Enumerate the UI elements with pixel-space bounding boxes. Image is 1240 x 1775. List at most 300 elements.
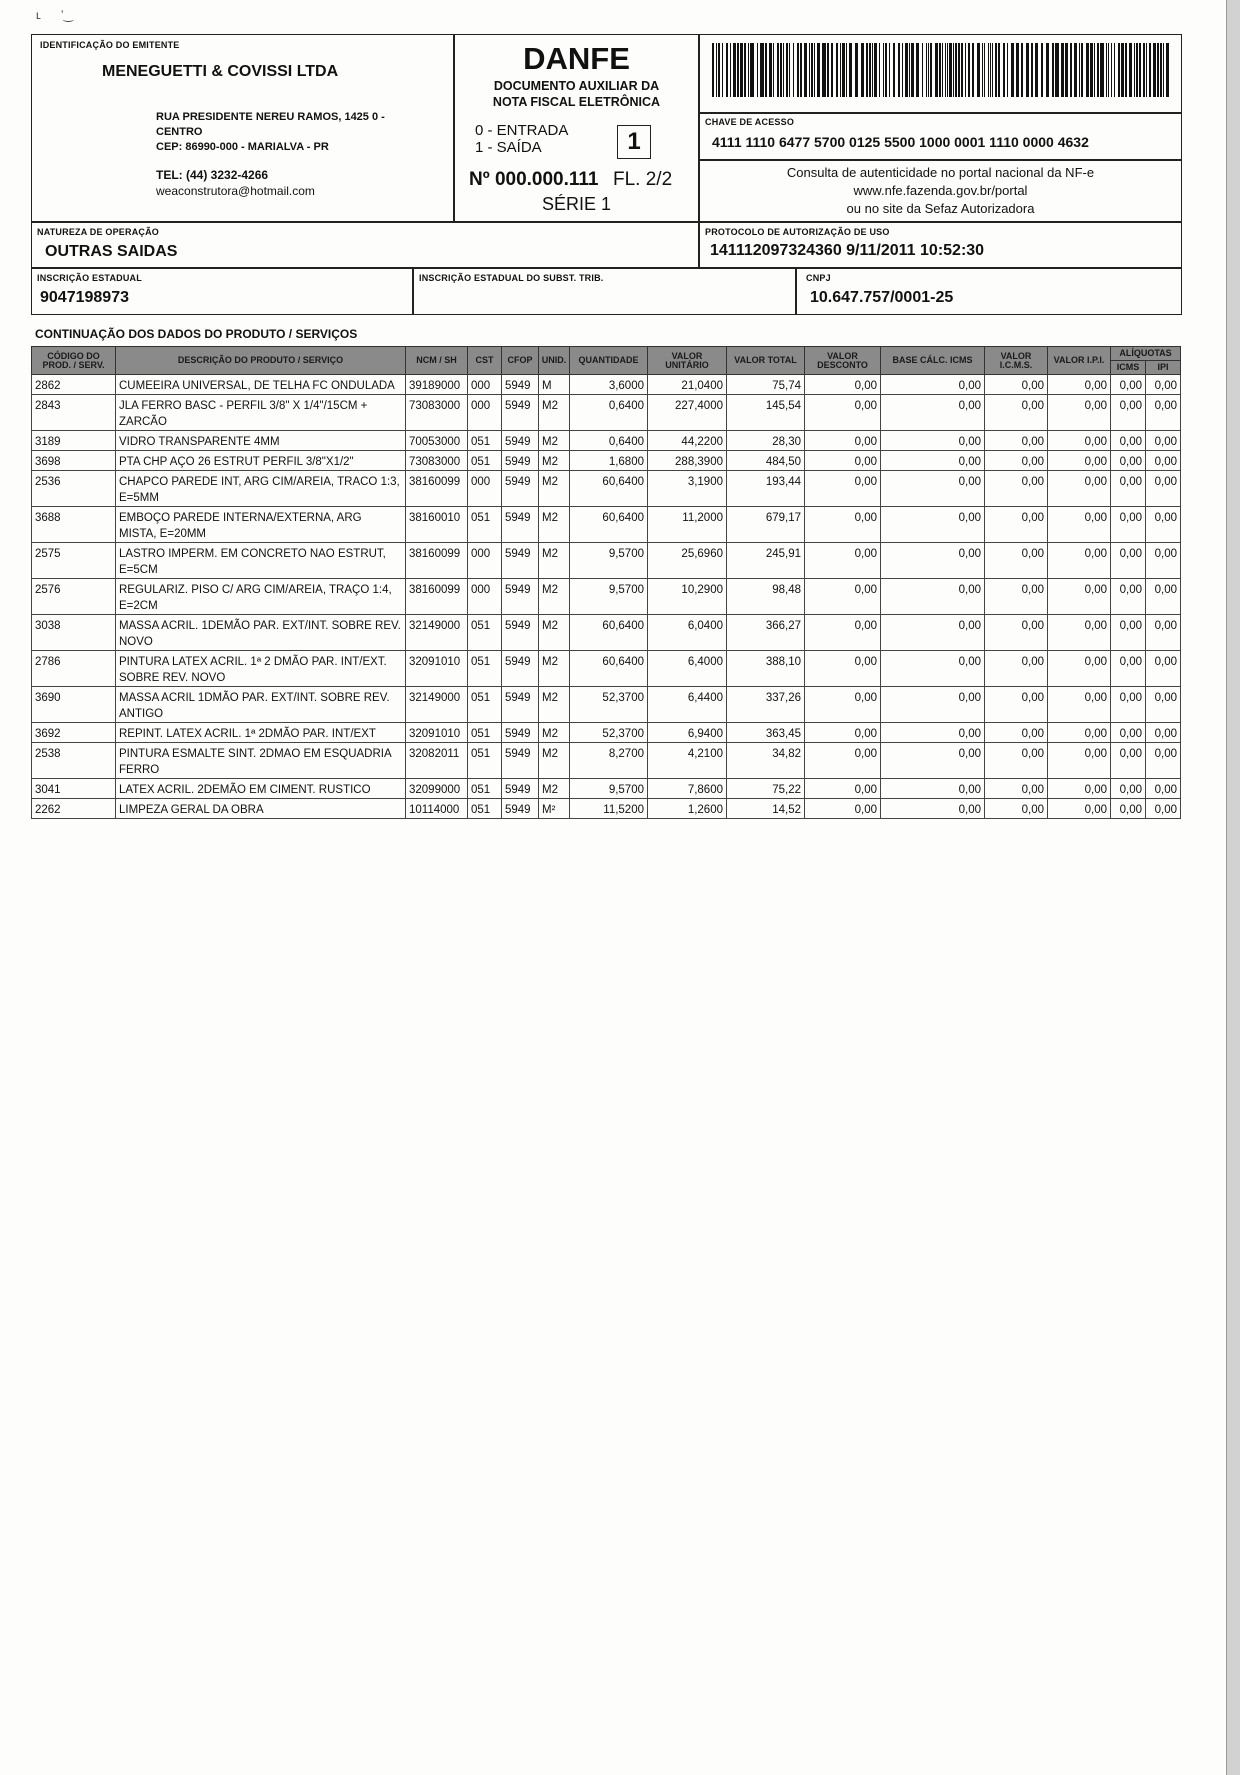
natureza-box <box>31 222 699 268</box>
items-header-row <box>32 347 1181 361</box>
item-codigo: 2862 <box>32 375 116 395</box>
barcode-bar <box>1134 43 1135 97</box>
item-valor-total: 75,74 <box>727 375 805 395</box>
item-base-icms: 0,00 <box>881 799 985 819</box>
item-cst: 000 <box>468 471 502 507</box>
protocolo-value: 141112097324360 9/11/2011 10:52:30 <box>710 242 985 259</box>
barcode-bar <box>922 43 923 97</box>
barcode-bar <box>1125 43 1127 97</box>
barcode-bar <box>814 43 815 97</box>
item-quantidade: 60,6400 <box>570 651 648 687</box>
item-descricao: PTA CHP AÇO 26 ESTRUT PERFIL 3/8"X1/2" <box>116 451 406 471</box>
item-cfop: 5949 <box>502 579 539 615</box>
items-table <box>31 346 1181 819</box>
col-valor-unitario: VALOR UNITÁRIO <box>648 347 727 375</box>
barcode-bar <box>866 43 868 97</box>
item-valor-total: 245,91 <box>727 543 805 579</box>
barcode-bar <box>760 43 764 97</box>
item-valor-total: 679,17 <box>727 507 805 543</box>
item-unid: M2 <box>539 615 570 651</box>
chave-box <box>699 113 1182 160</box>
col-valor-icms: VALOR I.C.M.S. <box>985 347 1048 375</box>
barcode-bar <box>1106 43 1107 97</box>
barcode-bar <box>726 43 728 97</box>
item-descricao: LIMPEZA GERAL DA OBRA <box>116 799 406 819</box>
barcode-bar <box>990 43 991 97</box>
barcode-bar <box>930 43 932 97</box>
table-row <box>32 431 1181 451</box>
item-valor-icms: 0,00 <box>985 579 1048 615</box>
item-valor-ipi: 0,00 <box>1048 431 1111 451</box>
item-aliq-ipi: 0,00 <box>1146 579 1181 615</box>
item-valor-ipi: 0,00 <box>1048 579 1111 615</box>
item-valor-ipi: 0,00 <box>1048 543 1111 579</box>
item-descricao: VIDRO TRANSPARENTE 4MM <box>116 431 406 451</box>
item-ncm: 38160010 <box>406 507 468 543</box>
item-ncm: 39189000 <box>406 375 468 395</box>
item-base-icms: 0,00 <box>881 779 985 799</box>
item-codigo: 2538 <box>32 743 116 779</box>
barcode-bar <box>1166 43 1169 97</box>
item-valor-icms: 0,00 <box>985 395 1048 431</box>
item-base-icms: 0,00 <box>881 615 985 651</box>
barcode-bar <box>817 43 820 97</box>
danfe-subtitle-line2: NOTA FISCAL ELETRÔNICA <box>492 95 661 109</box>
item-valor-total: 75,22 <box>727 779 805 799</box>
item-quantidade: 3,6000 <box>570 375 648 395</box>
barcode-bar <box>992 43 993 97</box>
ie-label: INSCRIÇÃO ESTADUAL <box>37 273 142 283</box>
item-valor-unitario: 11,2000 <box>648 507 727 543</box>
barcode-bar <box>1011 43 1014 97</box>
barcode-bar <box>849 43 852 97</box>
barcode-bar <box>793 43 794 97</box>
barcode-bar <box>965 43 966 97</box>
emitente-address-line2: CENTRO <box>156 126 203 138</box>
item-valor-unitario: 25,6960 <box>648 543 727 579</box>
item-aliq-ipi: 0,00 <box>1146 615 1181 651</box>
barcode-bar <box>1153 43 1156 97</box>
item-cfop: 5949 <box>502 507 539 543</box>
item-ncm: 10114000 <box>406 799 468 819</box>
barcode-bar <box>977 43 980 97</box>
barcode-bar <box>718 43 720 97</box>
barcode-bar <box>1074 43 1077 97</box>
barcode-bar <box>1100 43 1104 97</box>
item-valor-desconto: 0,00 <box>805 615 881 651</box>
item-valor-ipi: 0,00 <box>1048 779 1111 799</box>
danfe-tipo: 1 <box>617 125 651 159</box>
item-base-icms: 0,00 <box>881 687 985 723</box>
item-valor-desconto: 0,00 <box>805 651 881 687</box>
item-valor-icms: 0,00 <box>985 651 1048 687</box>
item-base-icms: 0,00 <box>881 471 985 507</box>
item-ncm: 32149000 <box>406 615 468 651</box>
item-quantidade: 8,2700 <box>570 743 648 779</box>
item-base-icms: 0,00 <box>881 431 985 451</box>
item-quantidade: 9,5700 <box>570 543 648 579</box>
barcode-bar <box>885 43 887 97</box>
item-codigo: 2786 <box>32 651 116 687</box>
barcode-bar <box>809 43 810 97</box>
item-cst: 051 <box>468 451 502 471</box>
item-quantidade: 11,5200 <box>570 799 648 819</box>
natureza-label: NATUREZA DE OPERAÇÃO <box>37 227 160 237</box>
table-row <box>32 615 1181 651</box>
col-aliq-ipi: IPI <box>1146 361 1181 375</box>
barcode-bar <box>1129 43 1132 97</box>
item-ncm: 32149000 <box>406 687 468 723</box>
item-cst: 051 <box>468 799 502 819</box>
item-cfop: 5949 <box>502 431 539 451</box>
barcode-bar <box>737 43 739 97</box>
item-valor-desconto: 0,00 <box>805 543 881 579</box>
barcode-bar <box>1079 43 1080 97</box>
col-valor-ipi: VALOR I.P.I. <box>1048 347 1111 375</box>
table-row <box>32 375 1181 395</box>
item-base-icms: 0,00 <box>881 723 985 743</box>
col-valor-desconto: VALOR DESCONTO <box>805 347 881 375</box>
item-ncm: 38160099 <box>406 471 468 507</box>
item-valor-unitario: 227,4000 <box>648 395 727 431</box>
item-ncm: 38160099 <box>406 579 468 615</box>
item-codigo: 3690 <box>32 687 116 723</box>
item-valor-ipi: 0,00 <box>1048 651 1111 687</box>
item-valor-unitario: 1,2600 <box>648 799 727 819</box>
emitente-phone: TEL: (44) 3232-4266 <box>156 168 269 182</box>
item-unid: M2 <box>539 507 570 543</box>
item-codigo: 3688 <box>32 507 116 543</box>
table-row <box>32 471 1181 507</box>
item-cfop: 5949 <box>502 543 539 579</box>
item-ncm: 32082011 <box>406 743 468 779</box>
barcode-bar <box>1118 43 1120 97</box>
cnpj-box <box>796 268 1182 315</box>
item-valor-ipi: 0,00 <box>1048 615 1111 651</box>
item-quantidade: 0,6400 <box>570 431 648 451</box>
item-valor-unitario: 6,4400 <box>648 687 727 723</box>
danfe-numero: Nº 000.000.111 <box>469 169 599 190</box>
item-valor-ipi: 0,00 <box>1048 687 1111 723</box>
barcode-bar <box>1094 43 1095 97</box>
item-cfop: 5949 <box>502 779 539 799</box>
item-valor-icms: 0,00 <box>985 471 1048 507</box>
item-base-icms: 0,00 <box>881 743 985 779</box>
item-descricao: LASTRO IMPERM. EM CONCRETO NAO ESTRUT, E=5CM <box>116 543 406 579</box>
barcode-bar <box>789 43 790 97</box>
barcode-bar <box>935 43 938 97</box>
table-row <box>32 395 1181 431</box>
item-unid: M2 <box>539 743 570 779</box>
item-aliq-icms: 0,00 <box>1111 799 1146 819</box>
table-row <box>32 507 1181 543</box>
item-aliq-ipi: 0,00 <box>1146 543 1181 579</box>
item-aliq-ipi: 0,00 <box>1146 743 1181 779</box>
item-descricao: PINTURA ESMALTE SINT. 2DMAO EM ESQUADRIA FERRO <box>116 743 406 779</box>
barcode-bar <box>1114 43 1115 97</box>
col-valor-total: VALOR TOTAL <box>727 347 805 375</box>
barcode-bar <box>883 43 884 97</box>
item-aliq-icms: 0,00 <box>1111 451 1146 471</box>
item-base-icms: 0,00 <box>881 543 985 579</box>
barcode-bar <box>1149 43 1151 97</box>
cnpj-label: CNPJ <box>806 273 831 283</box>
barcode-bar <box>1143 43 1145 97</box>
item-base-icms: 0,00 <box>881 451 985 471</box>
barcode-bar <box>1026 43 1029 97</box>
item-codigo: 2575 <box>32 543 116 579</box>
ie-value: 9047198973 <box>40 289 129 306</box>
barcode-bar <box>769 43 772 97</box>
item-codigo: 3698 <box>32 451 116 471</box>
item-cst: 000 <box>468 543 502 579</box>
item-quantidade: 1,6800 <box>570 451 648 471</box>
col-aliquotas: ALÍQUOTAS <box>1111 347 1181 361</box>
item-cfop: 5949 <box>502 743 539 779</box>
item-valor-total: 28,30 <box>727 431 805 451</box>
item-valor-desconto: 0,00 <box>805 395 881 431</box>
barcode-bar <box>831 43 833 97</box>
barcode-bar <box>1041 43 1043 97</box>
barcode-bar <box>874 43 877 97</box>
item-unid: M2 <box>539 579 570 615</box>
barcode-bar <box>836 43 838 97</box>
barcode-bar <box>1007 43 1008 97</box>
item-aliq-icms: 0,00 <box>1111 687 1146 723</box>
item-valor-total: 98,48 <box>727 579 805 615</box>
item-descricao: REPINT. LATEX ACRIL. 1ª 2DMÃO PAR. INT/EXT <box>116 723 406 743</box>
barcode-bar <box>939 43 941 97</box>
item-valor-icms: 0,00 <box>985 451 1048 471</box>
item-quantidade: 60,6400 <box>570 471 648 507</box>
item-aliq-icms: 0,00 <box>1111 431 1146 451</box>
barcode-bar <box>1157 43 1159 97</box>
item-unid: M2 <box>539 723 570 743</box>
item-valor-icms: 0,00 <box>985 779 1048 799</box>
item-cfop: 5949 <box>502 451 539 471</box>
barcode-bar <box>889 43 890 97</box>
item-cfop: 5949 <box>502 615 539 651</box>
item-valor-icms: 0,00 <box>985 375 1048 395</box>
barcode-bar <box>1061 43 1064 97</box>
item-unid: M2 <box>539 779 570 799</box>
item-valor-unitario: 7,8600 <box>648 779 727 799</box>
table-row <box>32 779 1181 799</box>
barcode-bar <box>1163 43 1164 97</box>
item-aliq-ipi: 0,00 <box>1146 687 1181 723</box>
barcode-box <box>699 34 1182 113</box>
barcode-bar <box>1160 43 1162 97</box>
barcode-bar <box>902 43 903 97</box>
barcode-bar <box>1003 43 1005 97</box>
item-valor-desconto: 0,00 <box>805 743 881 779</box>
item-cst: 051 <box>468 431 502 451</box>
col-unid: UNID. <box>539 347 570 375</box>
barcode-bar <box>995 43 997 97</box>
item-aliq-icms: 0,00 <box>1111 651 1146 687</box>
table-row <box>32 723 1181 743</box>
barcode-bar <box>780 43 782 97</box>
item-valor-unitario: 3,1900 <box>648 471 727 507</box>
item-valor-icms: 0,00 <box>985 543 1048 579</box>
emitente-address-line1: RUA PRESIDENTE NEREU RAMOS, 1425 0 - <box>156 111 385 123</box>
barcode-bar <box>842 43 845 97</box>
barcode-bar <box>911 43 914 97</box>
ie-st-label: INSCRIÇÃO ESTADUAL DO SUBST. TRIB. <box>419 273 604 283</box>
item-codigo: 3692 <box>32 723 116 743</box>
barcode-bar <box>998 43 1000 97</box>
item-ncm: 73083000 <box>406 395 468 431</box>
item-valor-desconto: 0,00 <box>805 799 881 819</box>
barcode-bar <box>750 43 754 97</box>
cnpj-value: 10.647.757/0001-25 <box>810 289 954 306</box>
item-aliq-icms: 0,00 <box>1111 779 1146 799</box>
emitente-label: IDENTIFICAÇÃO DO EMITENTE <box>40 40 180 50</box>
item-base-icms: 0,00 <box>881 507 985 543</box>
table-row <box>32 799 1181 819</box>
barcode-bar <box>861 43 864 97</box>
barcode-bar <box>1046 43 1049 97</box>
item-unid: M² <box>539 799 570 819</box>
danfe-folha: FL. 2/2 <box>613 169 673 190</box>
barcode-bar <box>988 43 989 97</box>
item-valor-total: 193,44 <box>727 471 805 507</box>
barcode-bar <box>1139 43 1141 97</box>
col-cst: CST <box>468 347 502 375</box>
danfe-saida: 1 - SAÍDA <box>475 139 542 156</box>
barcode-bar <box>869 43 871 97</box>
item-base-icms: 0,00 <box>881 375 985 395</box>
barcode-bar <box>1097 43 1099 97</box>
barcode-bar <box>846 43 847 97</box>
table-row <box>32 687 1181 723</box>
consulta-box <box>699 160 1182 222</box>
barcode-bar <box>765 43 767 97</box>
item-cfop: 5949 <box>502 799 539 819</box>
barcode-bar <box>1035 43 1038 97</box>
item-valor-desconto: 0,00 <box>805 687 881 723</box>
barcode-bar <box>953 43 954 97</box>
barcode-bar <box>1108 43 1109 97</box>
barcode-bar <box>926 43 927 97</box>
item-valor-unitario: 288,3900 <box>648 451 727 471</box>
natureza-value: OUTRAS SAIDAS <box>45 243 178 260</box>
ie-st-box <box>413 268 796 315</box>
item-aliq-icms: 0,00 <box>1111 507 1146 543</box>
item-ncm: 32099000 <box>406 779 468 799</box>
item-aliq-ipi: 0,00 <box>1146 651 1181 687</box>
item-aliq-ipi: 0,00 <box>1146 799 1181 819</box>
barcode-bar <box>1070 43 1072 97</box>
barcode-bar <box>942 43 943 97</box>
item-codigo: 3038 <box>32 615 116 651</box>
item-codigo: 2262 <box>32 799 116 819</box>
barcode-bar <box>730 43 731 97</box>
item-quantidade: 9,5700 <box>570 579 648 615</box>
barcode-image <box>712 43 1171 97</box>
item-aliq-icms: 0,00 <box>1111 743 1146 779</box>
item-aliq-ipi: 0,00 <box>1146 723 1181 743</box>
col-ncm: NCM / SH <box>406 347 468 375</box>
item-base-icms: 0,00 <box>881 395 985 431</box>
barcode-bar <box>733 43 736 97</box>
item-ncm: 32091010 <box>406 723 468 743</box>
col-base-icms: BASE CÁLC. ICMS <box>881 347 985 375</box>
item-quantidade: 52,3700 <box>570 723 648 743</box>
item-cfop: 5949 <box>502 395 539 431</box>
item-unid: M2 <box>539 431 570 451</box>
item-valor-desconto: 0,00 <box>805 431 881 451</box>
item-aliq-icms: 0,00 <box>1111 723 1146 743</box>
item-descricao: EMBOÇO PAREDE INTERNA/EXTERNA, ARG MISTA, E=20MM <box>116 507 406 543</box>
barcode-bar <box>740 43 743 97</box>
item-codigo: 3041 <box>32 779 116 799</box>
item-valor-desconto: 0,00 <box>805 451 881 471</box>
item-aliq-ipi: 0,00 <box>1146 395 1181 431</box>
item-descricao: MASSA ACRIL. 1DEMÃO PAR. EXT/INT. SOBRE REV. NOVO <box>116 615 406 651</box>
barcode-bar <box>1065 43 1068 97</box>
danfe-serie: SÉRIE 1 <box>541 194 612 214</box>
item-quantidade: 52,3700 <box>570 687 648 723</box>
table-row <box>32 579 1181 615</box>
item-valor-unitario: 6,4000 <box>648 651 727 687</box>
item-codigo: 2576 <box>32 579 116 615</box>
emitente-name: MENEGUETTI & COVISSI LTDA <box>102 63 339 80</box>
barcode-bar <box>872 43 873 97</box>
chave-label: CHAVE DE ACESSO <box>705 117 795 127</box>
items-body <box>32 375 1181 819</box>
danfe-title: DANFE <box>523 41 630 76</box>
item-descricao: CHAPCO PAREDE INT, ARG CIM/AREIA, TRACO 1:3, E=5MM <box>116 471 406 507</box>
item-cst: 051 <box>468 507 502 543</box>
consulta-url: www.nfe.fazenda.gov.br/portal <box>853 183 1028 198</box>
item-unid: M2 <box>539 451 570 471</box>
table-row <box>32 451 1181 471</box>
barcode-bar <box>748 43 749 97</box>
item-valor-total: 366,27 <box>727 615 805 651</box>
emitente-box <box>31 34 454 222</box>
item-valor-total: 145,54 <box>727 395 805 431</box>
danfe-entrada: 0 - ENTRADA <box>475 122 569 139</box>
barcode-bar <box>1021 43 1023 97</box>
barcode-bar <box>968 43 970 97</box>
barcode-bar <box>898 43 900 97</box>
barcode-bar <box>1055 43 1059 97</box>
barcode-bar <box>744 43 746 97</box>
item-cfop: 5949 <box>502 471 539 507</box>
protocolo-box <box>699 222 1182 268</box>
barcode-bar <box>786 43 788 97</box>
item-valor-unitario: 6,0400 <box>648 615 727 651</box>
item-codigo: 3189 <box>32 431 116 451</box>
item-valor-total: 337,26 <box>727 687 805 723</box>
barcode-bar <box>879 43 880 97</box>
item-valor-unitario: 21,0400 <box>648 375 727 395</box>
barcode-bar <box>958 43 960 97</box>
item-cfop: 5949 <box>502 651 539 687</box>
barcode-bar <box>1121 43 1124 97</box>
table-row <box>32 543 1181 579</box>
barcode-bar <box>928 43 929 97</box>
item-valor-icms: 0,00 <box>985 431 1048 451</box>
barcode-bar <box>777 43 779 97</box>
barcode-bar <box>955 43 957 97</box>
item-valor-icms: 0,00 <box>985 723 1048 743</box>
barcode-bar <box>804 43 807 97</box>
item-cst: 051 <box>468 687 502 723</box>
barcode-bar <box>984 43 985 97</box>
item-valor-desconto: 0,00 <box>805 507 881 543</box>
